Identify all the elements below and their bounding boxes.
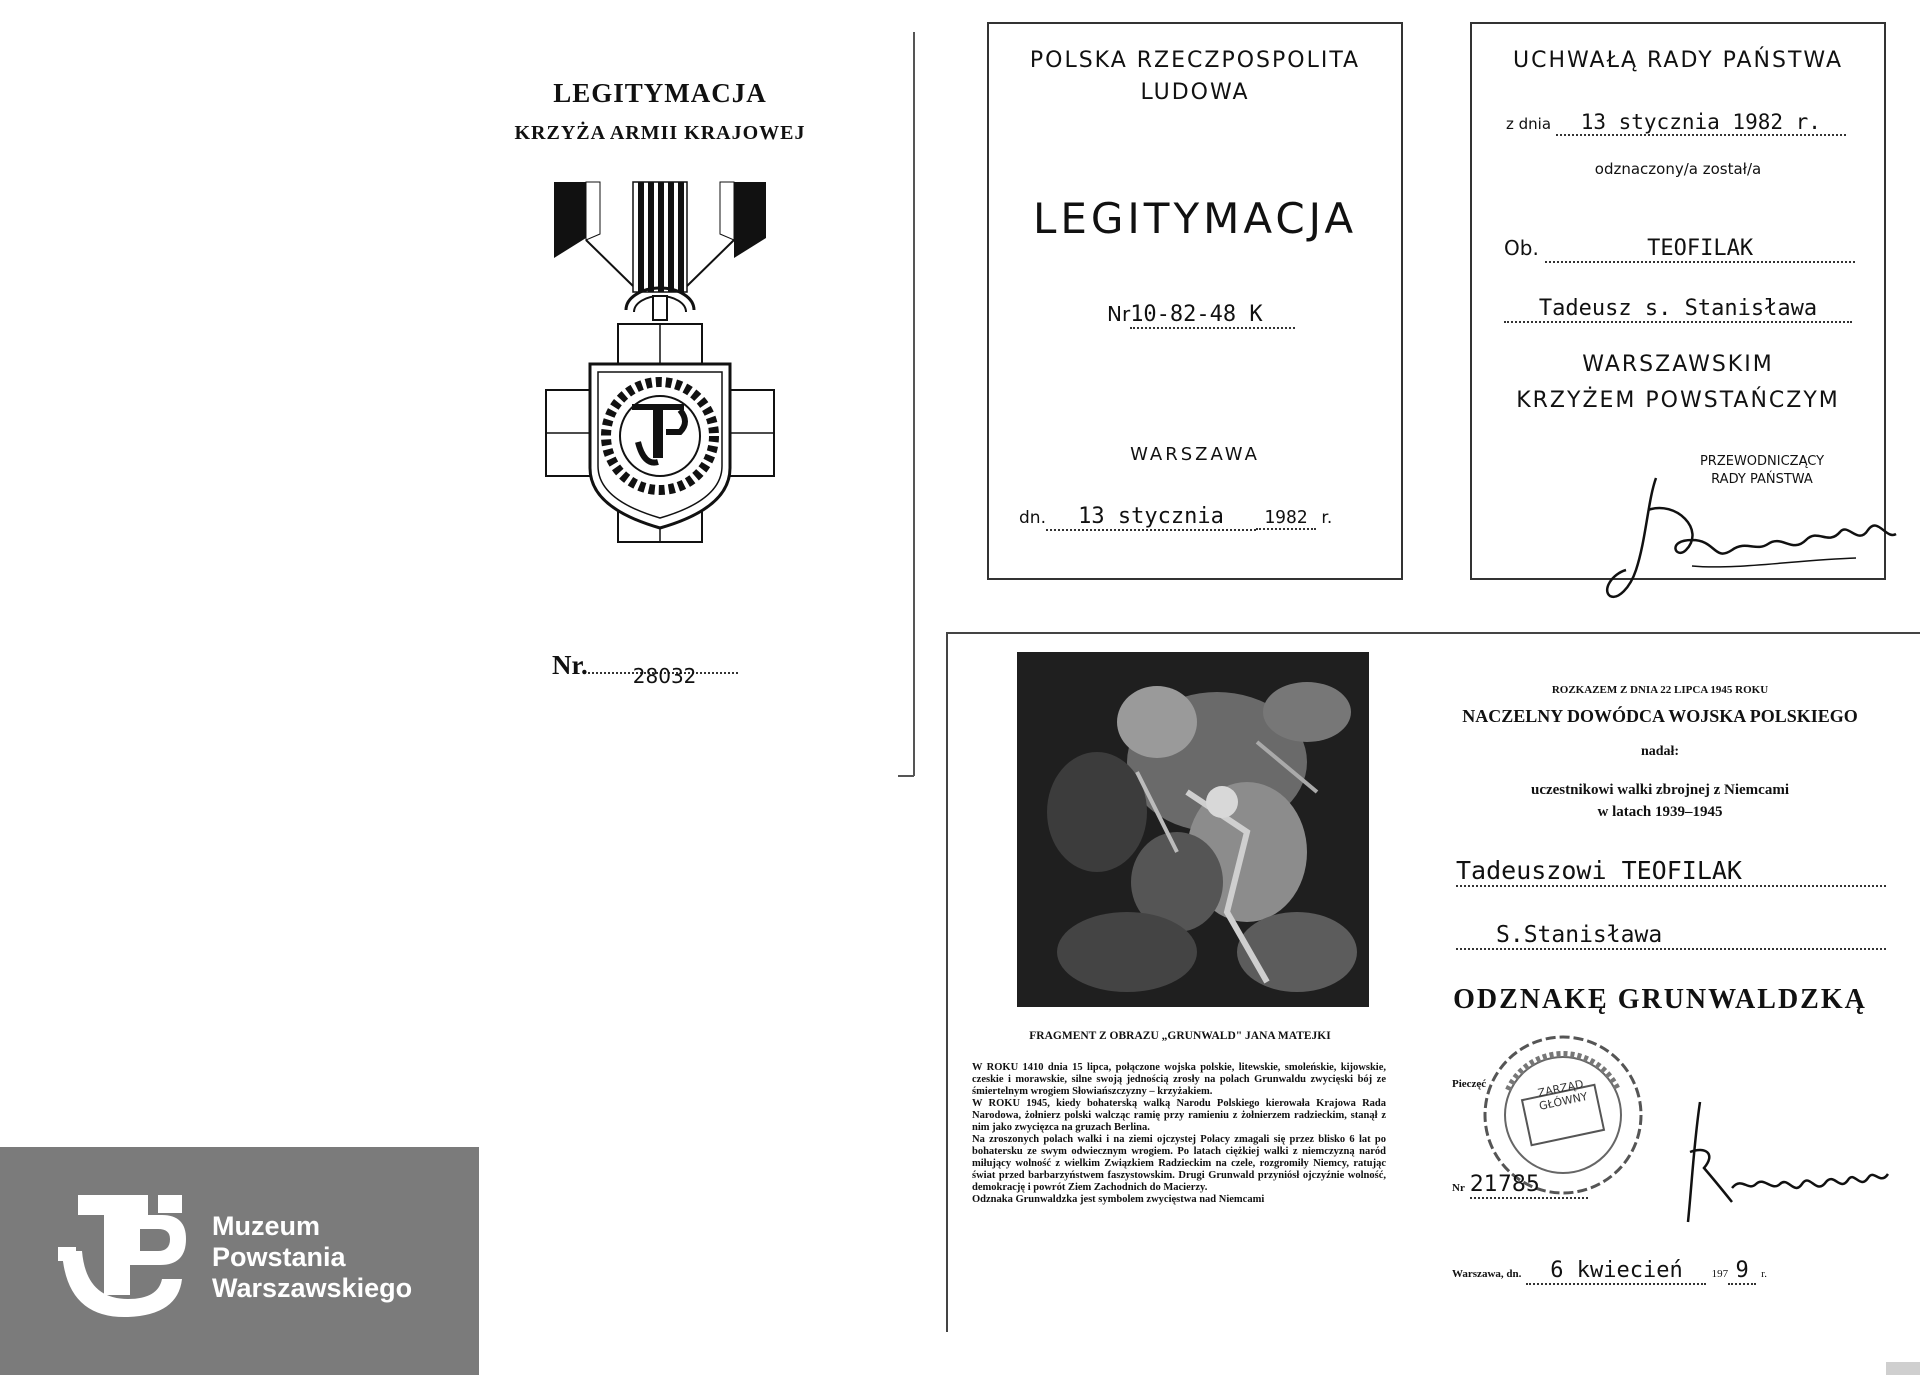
participant-line1: uczestnikowi walki zbrojnej z Niemcami <box>1530 782 1790 798</box>
scan-edge-mark <box>1886 1362 1920 1375</box>
badge-nr <box>1452 1172 1588 1199</box>
card-nr-value: 10-82-48 K <box>1130 302 1295 329</box>
resolution-awarded: odznaczony/a został/a <box>1594 160 1762 178</box>
card-country-line1: POLSKA RZECZPOSPOLITA <box>1029 48 1361 73</box>
grunwald-text-block <box>972 1062 1386 1206</box>
resolution-award-line2: KRZYŻEM POWSTAŃCZYM <box>1516 388 1840 413</box>
resolution-award-line1: WARSZAWSKIM <box>1582 352 1774 377</box>
granted-label: nadał: <box>1640 744 1680 759</box>
left-nr-label: Nr. <box>552 650 588 680</box>
card-date <box>1019 504 1332 531</box>
card-nr-label: Nr <box>1107 302 1131 326</box>
grunwald-painting <box>1017 652 1369 1007</box>
grunwald-text-1410: W ROKU 1410 dnia 15 lipca, połączone wojska polskie, litewskie, smoleńskie, kijowskie, czeskie i morawskie, silne swoją jednością zrosły na polach Grunwaldu zwycięski bój ze śmiertelnym wrogiem Słowiańszczyzny – krzyżakiem. <box>972 1062 1386 1097</box>
resolution-ob-label: Ob. <box>1504 236 1539 260</box>
recipient-name: Tadeuszowi TEOFILAK <box>1456 856 1886 887</box>
card-country-line2: LUDOWA <box>1140 80 1250 105</box>
grunwald-text-1945: W ROKU 1945, kiedy bohaterską walką Narodu Polskiego kierowała Krajowa Rada Narodowa, żołnierz polski walcząc ramię przy ramieniu z żołnierzem radzieckim, stanął z nim jako zwycięzca na gruzach Berlina. <box>972 1098 1386 1133</box>
resolution-date <box>1506 110 1846 136</box>
grunwald-text-fields: Na zroszonych polach walki i na ziemi ojczystej Polacy zmagali się przez blisko 6 lat po bohatersku ze swym odwiecznym wrogiem. Po latach ciężkiej walki z niemczyzną naród miłujący wolność z wielkim Związkiem Radzieckim na czele, rozgromiły Niemcy, ratując świat przed barbarzyństwem faszystowskim. Drugi Grunwald przyniósł ojczyźnie wolność, demokrację i powrót Ziem Zachodnich do Macierzy. <box>972 1134 1386 1193</box>
kotwica-anchor-icon <box>58 1189 198 1329</box>
resolution-heading: UCHWAŁĄ RADY PAŃSTWA <box>1513 48 1843 73</box>
badge-nr-label: Nr <box>1452 1182 1465 1194</box>
commander-signature-icon <box>1676 1092 1906 1232</box>
card-title: LEGITYMACJA <box>1032 194 1358 243</box>
resolution-ob <box>1504 236 1855 263</box>
grunwald-text-symbol: Odznaka Grunwaldzka jest symbolem zwycięstwa nad Niemcami <box>972 1194 1265 1205</box>
resolution-surname: TEOFILAK <box>1545 236 1855 263</box>
order-date: ROZKAZEM Z DNIA 22 LIPCA 1945 ROKU <box>1551 684 1769 696</box>
card-date-day: 13 stycznia <box>1046 504 1256 531</box>
resolution-firstname: Tadeusz s. Stanisława <box>1504 296 1852 323</box>
card-city: WARSZAWA <box>1130 444 1260 465</box>
museum-name <box>212 1211 412 1304</box>
place-date: 6 kwiecień <box>1526 1258 1706 1285</box>
participant-line2: w latach 1939–1945 <box>1597 804 1723 820</box>
left-nr-value: 28032 <box>632 664 697 688</box>
card-date-year: 1982 <box>1256 507 1316 530</box>
stamp-text: ZARZĄD GŁÓWNY <box>1536 1077 1589 1113</box>
resolution-date-value: 13 stycznia 1982 r. <box>1556 110 1846 136</box>
recipient-father: S.Stanisława <box>1456 922 1886 950</box>
resolution-firstname-row <box>1504 296 1852 323</box>
recipient-father-row <box>1456 922 1886 950</box>
left-page-title: LEGITYMACJA <box>553 78 767 108</box>
commander-title: NACZELNY DOWÓDCA WOJSKA POLSKIEGO <box>1462 706 1858 726</box>
badge-nr-value: 21785 <box>1470 1172 1588 1199</box>
left-page-nr <box>552 650 738 688</box>
legitymacja-card <box>987 22 1403 580</box>
resolution-sig-title2: RADY PAŃSTWA <box>1711 472 1813 487</box>
museum-logo-panel <box>0 1147 479 1375</box>
recipient-name-row <box>1456 856 1886 887</box>
place-date-row <box>1452 1258 1767 1285</box>
grunwald-doc-top-edge <box>948 632 1920 634</box>
year-prefix: 197 <box>1711 1268 1729 1280</box>
chairman-signature-icon <box>1596 470 1906 610</box>
badge-title: ODZNAKĘ GRUNWALDZKĄ <box>1453 984 1867 1015</box>
home-army-cross-icon <box>540 178 780 548</box>
resolution-sig-title1: PRZEWODNICZĄCY <box>1699 454 1825 469</box>
museum-name-line1: Muzeum <box>212 1211 320 1241</box>
museum-name-line2: Powstania <box>212 1242 346 1272</box>
card-date-suffix: r. <box>1321 508 1333 528</box>
museum-name-line3: Warszawskiego <box>212 1273 413 1303</box>
card-date-prefix: dn. <box>1019 508 1046 528</box>
resolution-date-prefix: z dnia <box>1506 115 1552 133</box>
card-nr <box>1107 302 1295 329</box>
page-fold-line <box>913 32 915 776</box>
page-fold-corner <box>898 775 914 777</box>
seal-label: Pieczęć <box>1452 1078 1487 1090</box>
grunwald-doc-left-edge <box>946 632 948 1332</box>
left-page-subtitle: KRZYŻA ARMII KRAJOWEJ <box>514 122 806 144</box>
painting-caption: FRAGMENT Z OBRAZU „GRUNWALD" JANA MATEJKI <box>1029 1030 1331 1042</box>
year-suffix: r. <box>1761 1268 1767 1280</box>
left-nr-dotline <box>588 664 738 688</box>
year-digit: 9 <box>1728 1258 1756 1285</box>
place-label: Warszawa, dn. <box>1452 1268 1522 1280</box>
